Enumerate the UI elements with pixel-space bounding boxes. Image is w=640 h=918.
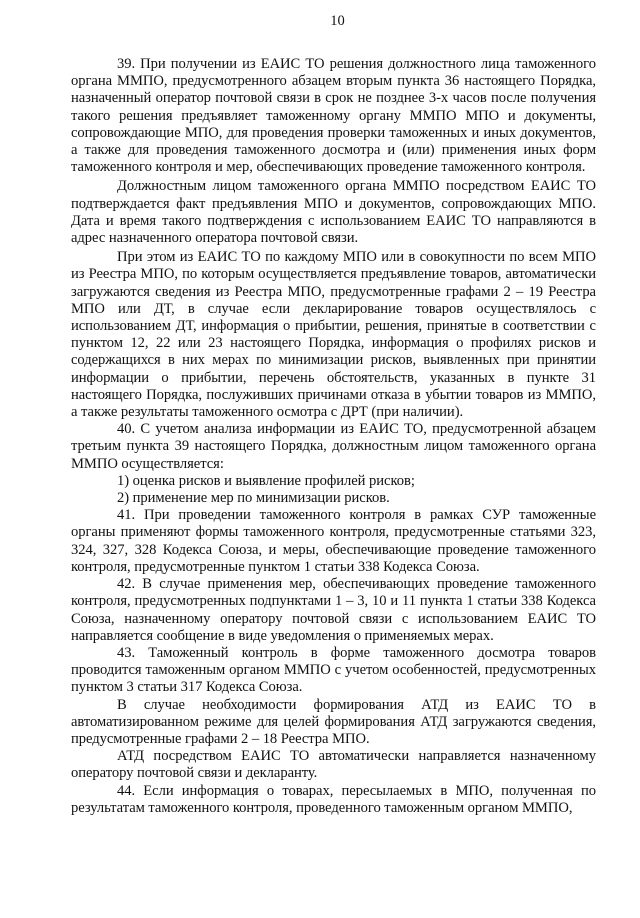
list-item-risk-minimization: 2) применение мер по минимизации рисков. bbox=[117, 490, 390, 507]
paragraph-43-atd-formation: В случае необходимости формирования АТД из ЕАИС ТО в автоматизированном режиме для целей формирования АТД загружаются сведения, предусмотренные графами 2 – 18 Реестра МПО. bbox=[71, 696, 596, 747]
paragraph-43-atd-sending: АТД посредством ЕАИС ТО автоматически направляется назначенному оператору почтовой связи и декларанту. bbox=[71, 748, 596, 782]
paragraph-39-loaded-info: При этом из ЕАИС ТО по каждому МПО или в совокупности по всем МПО из Реестра МПО, по которым осуществляется предъявление товаров, автоматически загружаются сведения из Реестра МПО, предусмотренные графами 2 – 19 Реестра МПО или ДТ, в случае если декларирование товаров осуществлялось с использованием ДТ, информация о прибытии, решения, принятые в соответствии с пунктом 12, 22 или 23 настоящего Порядка, информация о профилях рисков и содержащихся в них мерах по минимизации рисков, выявленных при принятии информации о прибытии, перечень обстоятельств, указанных в пункте 31 настоящего Порядка, послуживших причинами отказа в убытии товаров из ММПО, а также результаты таможенного осмотра с ДРТ (при наличии). bbox=[71, 249, 596, 421]
paragraph-39-confirmation: Должностным лицом таможенного органа ММПО посредством ЕАИС ТО подтверждается факт предъявления МПО и документов, сопровождающих МПО. Дата и время такого подтверждения с использованием ЕАИС ТО направляются в адрес назначенного оператора почтовой связи. bbox=[71, 178, 596, 247]
paragraph-44: 44. Если информация о товарах, пересылаемых в МПО, полученная по результатам таможенного контроля, проведенного таможенным органом ММПО, bbox=[71, 782, 596, 816]
page-number: 10 bbox=[330, 13, 345, 29]
paragraph-39: 39. При получении из ЕАИС ТО решения должностного лица таможенного органа ММПО, предусмотренного абзацем вторым пункта 36 настоящего Порядка, назначенный оператор почтовой связи в срок не позднее 3-х часов после получения такого решения предъявляет таможенному органу ММПО МПО и документы, сопровождающие МПО, для проведения проверки таможенных и иных документов, а также для проведения таможенного досмотра и (или) применения иных форм таможенного контроля и мер, обеспечивающих проведение таможенного контроля. bbox=[71, 56, 596, 176]
list-item-risk-assessment: 1) оценка рисков и выявление профилей рисков; bbox=[117, 472, 415, 489]
paragraph-43: 43. Таможенный контроль в форме таможенного досмотра товаров проводится таможенным органом ММПО с учетом особенностей, предусмотренных пунктом 3 статьи 317 Кодекса Союза. bbox=[71, 644, 596, 696]
paragraph-42: 42. В случае применения мер, обеспечивающих проведение таможенного контроля, предусмотренных подпунктами 1 – 3, 10 и 11 пункта 1 статьи 338 Кодекса Союза, назначенному оператору почтовой связи с использованием ЕАИС ТО направляется сообщение в виде уведомления о применяемых мерах. bbox=[71, 576, 596, 644]
paragraph-41: 41. При проведении таможенного контроля в рамках СУР таможенные органы применяют формы таможенного контроля, предусмотренные статьями 323, 324, 327, 328 Кодекса Союза, и меры, обеспечивающие проведение таможенного контроля, предусмотренные пунктом 1 статьи 338 Кодекса Союза. bbox=[71, 507, 596, 575]
paragraph-40: 40. С учетом анализа информации из ЕАИС ТО, предусмотренной абзацем третьим пункта 39 настоящего Порядка, должностным лицом таможенного органа ММПО осуществляется: bbox=[71, 421, 596, 472]
